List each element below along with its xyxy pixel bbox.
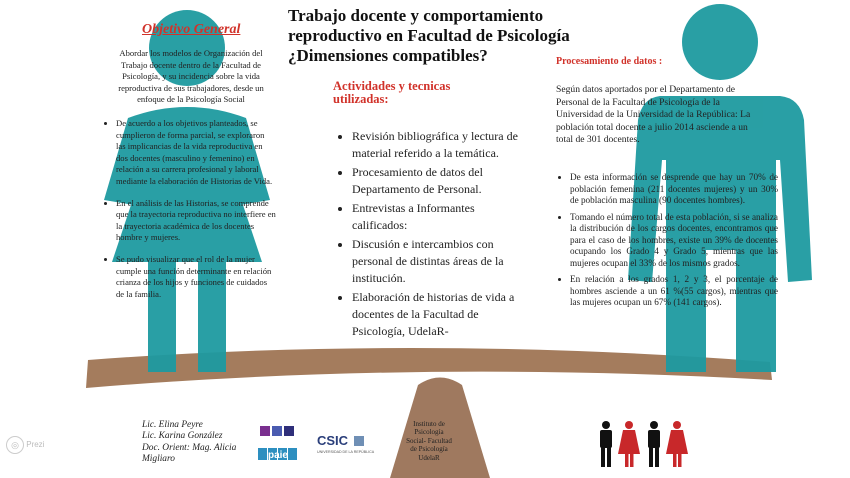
authors xyxy=(142,420,236,466)
paie-logo xyxy=(256,424,300,464)
objective-bullets xyxy=(100,118,276,310)
list-item: • Se pudo visualizar que el rol de la mujer cumple una función determinante en relación crianza de los hijos y funciones de cuidados de la familia. xyxy=(116,254,276,300)
list-item: • De acuerdo a los objetivos planteados, se cumplieron de forma parcial, se exploraron las implicancias de la vida reproductiva en dos docentes (masculino y femenino) en relación a su carrera profesional y laboral mediante la elaboración de Historias de Vida. xyxy=(116,118,276,188)
list-item: • Revisión bibliográfica y lectura de material referido a la temática. xyxy=(352,128,532,162)
institution-line: de Psicología xyxy=(410,445,448,454)
processing-bullets xyxy=(558,172,778,314)
man-icon xyxy=(648,421,660,467)
prezi-label: Prezi xyxy=(26,440,45,450)
author-line: Doc. Orient: Mag. Alicia xyxy=(142,442,237,453)
csic-subtitle: UNIVERSIDAD DE LA REPÚBLICA xyxy=(317,450,375,454)
author-line: Migliaro xyxy=(142,454,175,465)
csic-logo-text: CSIC xyxy=(317,433,349,448)
activities-list xyxy=(338,128,532,342)
institution-line: Psicología xyxy=(414,428,444,437)
people-icons xyxy=(596,420,690,468)
list-item: • Elaboración de historias de vida a docentes de la Facultad de Psicología, UdelaR- xyxy=(352,289,532,340)
list-item: • Discusión e intercambios con personal de distintas áreas de la institución. xyxy=(352,236,532,287)
institution xyxy=(394,420,464,462)
processing-heading: Procesamiento de datos : xyxy=(556,56,663,67)
man-icon xyxy=(600,421,612,467)
objective-heading: Objetivo General xyxy=(142,22,241,37)
list-item: • Entrevistas a Informantes calificados: xyxy=(352,200,532,234)
poster-title: Trabajo docente y comportamiento reproductivo en Facultad de Psicología ¿Dimensiones compatibles? xyxy=(288,6,570,65)
prezi-icon: ◎ xyxy=(6,436,24,454)
activities-heading: Actividades y tecnicas utilizadas: xyxy=(333,79,451,106)
woman-icon xyxy=(618,421,640,467)
list-item: • De esta información se desprende que hay un 70% de población femenina (211 docentes mujeres) y un 30% de población masculina (90 docentes hombres). xyxy=(570,172,778,207)
processing-text: Según datos aportados por el Departamento de Personal de la Facultad de Psicología de la Universidad de la Universidad de la República: La población total docente a julio 2014 asciende a un total de 301 docentes. xyxy=(556,84,751,146)
institution-line: Social- Facultad xyxy=(406,436,452,445)
list-item: • Tomando el número total de esta población, si se analiza la distribución de los cargos docentes, encontramos que para el caso de los hombres, existe un 39% de docentes ocupando los Grado 4 y Grado 5, mientras que las mujeres ocupan el 33% de los mismos grados. xyxy=(570,212,778,270)
csic-logo xyxy=(317,432,387,456)
csic-mark xyxy=(354,436,364,446)
woman-icon xyxy=(666,421,688,467)
objective-text: Abordar los modelos de Organización del Trabajo docente dentro de la Facultad de Psicología, y su incidencia sobre la vida reproductiva de sus trabajadores, desde un enfoque de la Psicología Social xyxy=(118,48,264,105)
paie-logo-text: paie xyxy=(267,450,289,461)
institution-line: Instituto de xyxy=(413,420,445,428)
institution-line: UdelaR xyxy=(418,453,440,462)
prezi-watermark xyxy=(6,436,44,454)
list-item: • Procesamiento de datos del Departamento de Personal. xyxy=(352,164,532,198)
author-line: Lic. Karina González xyxy=(142,431,223,442)
list-item: • En relación a los grados 1, 2 y 3, el porcentaje de hombres asciende a un 61 %(55 cargos), mientras que las mujeres ocupan un 67% (141 cargos). xyxy=(570,274,778,309)
author-line: Lic. Elina Peyre xyxy=(142,420,203,430)
list-item: • En el análisis de las Historias, se comprende que la trayectoria reproductiva no interfiere en la trayectoria académica de los docentes hombre y mujeres. xyxy=(116,198,276,244)
